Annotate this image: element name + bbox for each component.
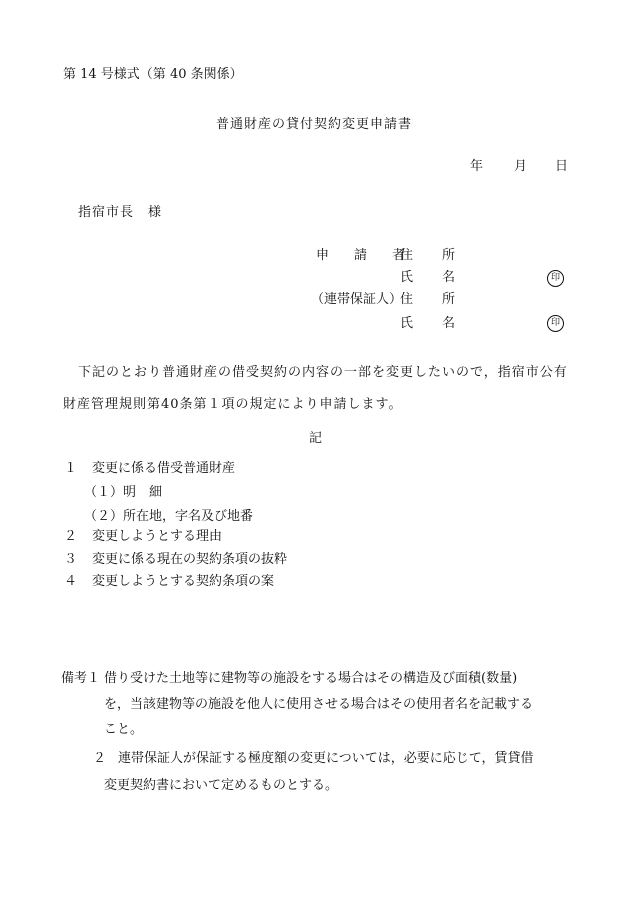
document-title: 普通財産の貸付契約変更申請書: [216, 117, 413, 132]
applicant-address-label: 住 所: [400, 248, 464, 263]
date-month: 月: [514, 159, 528, 174]
list-item: [64, 553, 287, 566]
list-item: [64, 575, 274, 588]
sub-item: （１）明 細: [84, 485, 163, 500]
remark-1: [61, 672, 517, 685]
item-number: ２: [64, 529, 78, 544]
date-year: 年: [470, 159, 484, 174]
list-item: [64, 530, 222, 543]
applicant-seal-icon: 印: [547, 270, 564, 287]
list-item: [64, 462, 235, 475]
item-number: ４: [64, 574, 78, 589]
remark-2-label: ２: [93, 751, 107, 766]
body-text-line-2: 財産管理規則第40条第１項の規定により申請します。: [63, 397, 403, 412]
item-text: 変更に係る借受普通財産: [92, 461, 236, 476]
item-text: 変更しようとする契約条項の案: [92, 574, 275, 589]
guarantor-address-label: 住 所: [400, 292, 464, 307]
date-day: 日: [555, 159, 569, 174]
item-text: 変更に係る現在の契約条項の抜粋: [92, 552, 288, 567]
remark-2-line-1: 連帯保証人が保証する極度額の変更については，必要に応じて，賃貸借: [118, 751, 534, 766]
item-text: 変更しようとする理由: [92, 529, 223, 544]
remark-1-line-1: 借り受けた土地等に建物等の施設をする場合はその構造及び面積(数量): [104, 671, 518, 686]
applicant-label: 申 請 者: [316, 248, 412, 263]
remark-1-label: 備考１: [61, 671, 101, 686]
sub-item: （２）所在地，字名及び地番: [84, 509, 254, 524]
ki-heading: 記: [309, 431, 323, 446]
guarantor-label: （連帯保証人）: [311, 292, 403, 307]
remark-2-line-2: 変更契約書において定めるものとする。: [104, 778, 339, 793]
form-number: 第 14 号様式（第 40 条関係）: [63, 67, 243, 82]
addressee: 指宿市長 様: [78, 205, 163, 220]
item-number: １: [64, 461, 78, 476]
guarantor-seal-icon: 印: [547, 315, 564, 332]
applicant-name-label: 氏 名: [400, 270, 464, 285]
remark-1-line-3: こと。: [104, 722, 144, 737]
remark-2: [93, 752, 533, 765]
guarantor-name-label: 氏 名: [400, 316, 464, 331]
item-number: ３: [64, 552, 78, 567]
remark-1-line-2: を，当該建物等の施設を他人に使用させる場合はその使用者名を記載する: [104, 697, 534, 712]
body-text-line-1: 下記のとおり普通財産の借受契約の内容の一部を変更したいので，指宿市公有: [78, 365, 568, 380]
